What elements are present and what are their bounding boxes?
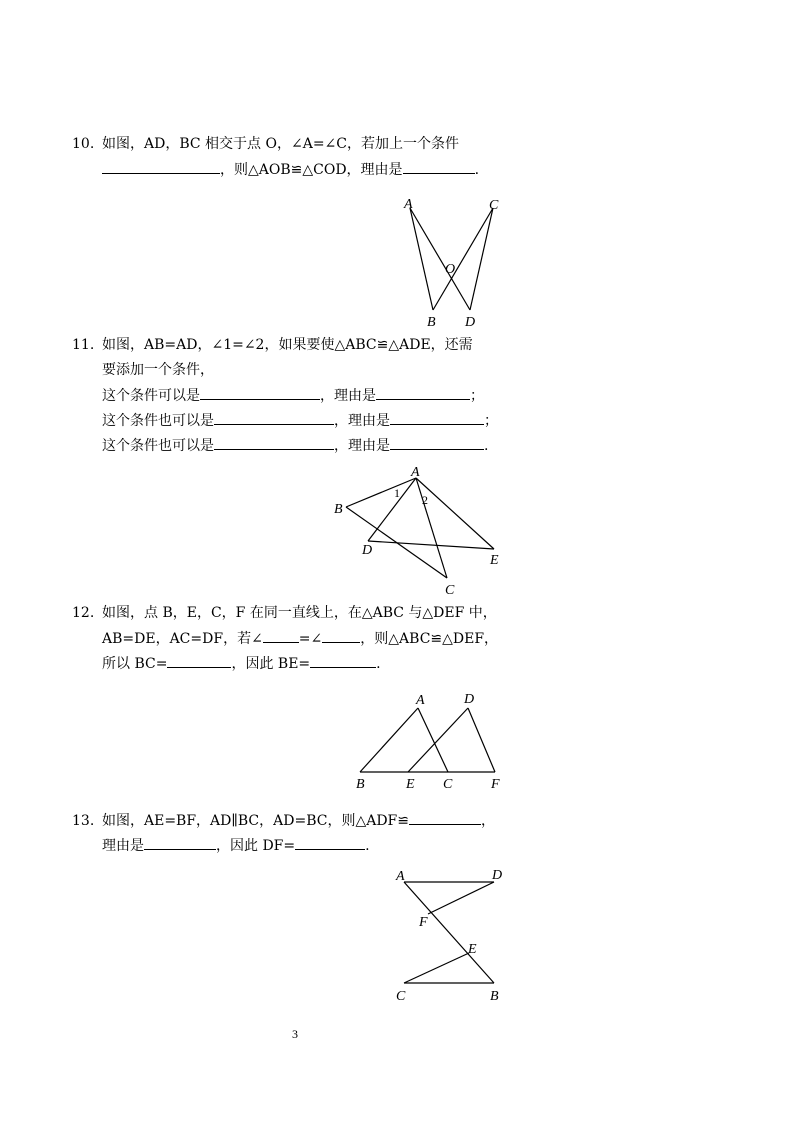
q12-segment-AC xyxy=(418,708,448,772)
q11-segment-AE xyxy=(416,478,494,549)
q11-row1-mid: ，理由是 xyxy=(320,388,376,404)
q12-label-A: A xyxy=(416,693,425,708)
q13-segment-AB xyxy=(404,882,494,983)
q11-row2-end: ； xyxy=(484,413,498,429)
q11-row3-end: . xyxy=(484,438,489,454)
q10-segment-AD xyxy=(410,208,470,310)
q11-row3 xyxy=(102,435,488,456)
q12-label-E: E xyxy=(406,777,415,792)
q12-line2 xyxy=(102,628,498,649)
q11-label-C: C xyxy=(445,583,455,598)
q11-row1-label: 这个条件可以是 xyxy=(102,388,200,404)
q11-label-B: B xyxy=(334,502,343,517)
q10-number: 10. xyxy=(72,136,95,152)
q13-number: 13. xyxy=(72,813,95,829)
q13-label-B: B xyxy=(490,989,499,1004)
q10-segment-CB xyxy=(433,208,493,310)
q12-label-F: F xyxy=(491,777,500,792)
q10-label-B: B xyxy=(427,315,436,330)
q12-line3-b: ，因此 BE= xyxy=(231,656,311,672)
q13-blank-triangle[interactable] xyxy=(409,810,481,825)
q13-label-F: F xyxy=(419,915,428,930)
q11-label-angle-1: 1 xyxy=(394,486,400,500)
q13-line1 xyxy=(72,810,495,831)
q11-blank-condition-2[interactable] xyxy=(214,410,334,425)
q12-segment-ED xyxy=(408,708,468,772)
q13-line2-b: ，因此 DF= xyxy=(216,838,296,854)
q12-label-B: B xyxy=(356,777,365,792)
q12-blank-bc[interactable] xyxy=(167,653,231,668)
q12-segment-BA xyxy=(360,708,418,772)
q11-blank-condition-1[interactable] xyxy=(200,385,320,400)
q10-line2 xyxy=(102,159,479,180)
q13-label-D: D xyxy=(492,868,503,883)
q11-segment-AC xyxy=(416,478,447,578)
q10-segment-CD xyxy=(470,208,493,310)
q10-text-mid: ，则△AOB≌△COD，理由是 xyxy=(220,162,403,178)
q12-figure xyxy=(350,688,510,798)
q10-segment-AB xyxy=(410,208,433,310)
q13-blank-reason[interactable] xyxy=(144,835,216,850)
q10-label-D: D xyxy=(465,315,476,330)
q12-segment-DF xyxy=(468,708,495,772)
q11-label-D: D xyxy=(362,543,373,558)
q13-label-A: A xyxy=(396,869,405,884)
q11-text: 如图，AB=AD，∠1=∠2，如果要使△ABC≌△ADE，还需 xyxy=(102,337,473,353)
q12-blank-angle-2[interactable] xyxy=(322,628,360,643)
q11-row1-end: ； xyxy=(470,388,484,404)
q10-line1 xyxy=(72,134,459,154)
q10-label-C: C xyxy=(489,198,499,213)
q13-text: 如图，AE=BF，AD∥BC，AD=BC，则△ADF≌ xyxy=(102,813,409,829)
q13-label-C: C xyxy=(396,989,406,1004)
q10-label-A: A xyxy=(404,197,413,212)
q13-figure xyxy=(390,862,520,1012)
q11-label-A: A xyxy=(411,465,420,480)
q10-text: 如图，AD，BC 相交于点 O，∠A=∠C，若加上一个条件 xyxy=(102,136,459,152)
q13-line2 xyxy=(102,835,370,856)
q11-row2-label: 这个条件也可以是 xyxy=(102,413,214,429)
q12-label-C: C xyxy=(443,777,453,792)
q11-blank-reason-3[interactable] xyxy=(390,435,484,450)
q11-label-E: E xyxy=(490,553,499,568)
q12-line2-b: =∠ xyxy=(298,631,323,647)
q12-number: 12. xyxy=(72,605,95,621)
q12-line3-end: . xyxy=(376,656,381,672)
q11-number: 11. xyxy=(72,337,95,353)
q13-line2-end: . xyxy=(365,838,370,854)
q11-segment-DE xyxy=(368,541,494,549)
q12-text: 如图，点 B，E，C，F 在同一直线上，在△ABC 与△DEF 中， xyxy=(102,605,497,621)
q11-label-angle-2: 2 xyxy=(422,493,428,507)
q12-line2-c: ，则△ABC≌△DEF， xyxy=(360,631,499,647)
q12-line3-a: 所以 BC= xyxy=(102,656,168,672)
q11-row2-mid: ，理由是 xyxy=(334,413,390,429)
q12-line2-a: AB=DE，AC=DF，若∠ xyxy=(102,631,263,647)
q11-row1 xyxy=(102,385,484,406)
q11-line2: 要添加一个条件， xyxy=(102,362,214,378)
q10-figure xyxy=(395,192,515,332)
q11-line1 xyxy=(72,335,473,355)
q10-period: . xyxy=(474,162,480,178)
q11-row3-mid: ，理由是 xyxy=(334,438,390,454)
q13-blank-df[interactable] xyxy=(295,835,365,850)
q11-blank-reason-1[interactable] xyxy=(376,385,470,400)
q13-line1-end: ， xyxy=(481,813,495,829)
q12-line1 xyxy=(72,603,497,623)
q12-blank-angle-1[interactable] xyxy=(263,628,299,643)
q11-blank-reason-2[interactable] xyxy=(390,410,484,425)
page-number: 3 xyxy=(292,1027,298,1041)
q12-line3 xyxy=(102,653,381,674)
q13-segment-DF xyxy=(428,882,494,914)
q12-blank-be[interactable] xyxy=(310,653,376,668)
q11-figure xyxy=(330,460,510,600)
q12-label-D: D xyxy=(464,692,475,707)
q13-line2-a: 理由是 xyxy=(102,838,144,854)
q11-row2 xyxy=(102,410,498,431)
q10-blank-condition[interactable] xyxy=(102,159,220,174)
q10-blank-reason[interactable] xyxy=(403,159,475,174)
q13-label-E: E xyxy=(468,942,477,957)
q11-blank-condition-3[interactable] xyxy=(214,435,334,450)
q13-segment-CE xyxy=(404,953,469,983)
q10-label-O: O xyxy=(445,262,456,277)
q11-row3-label: 这个条件也可以是 xyxy=(102,438,214,454)
